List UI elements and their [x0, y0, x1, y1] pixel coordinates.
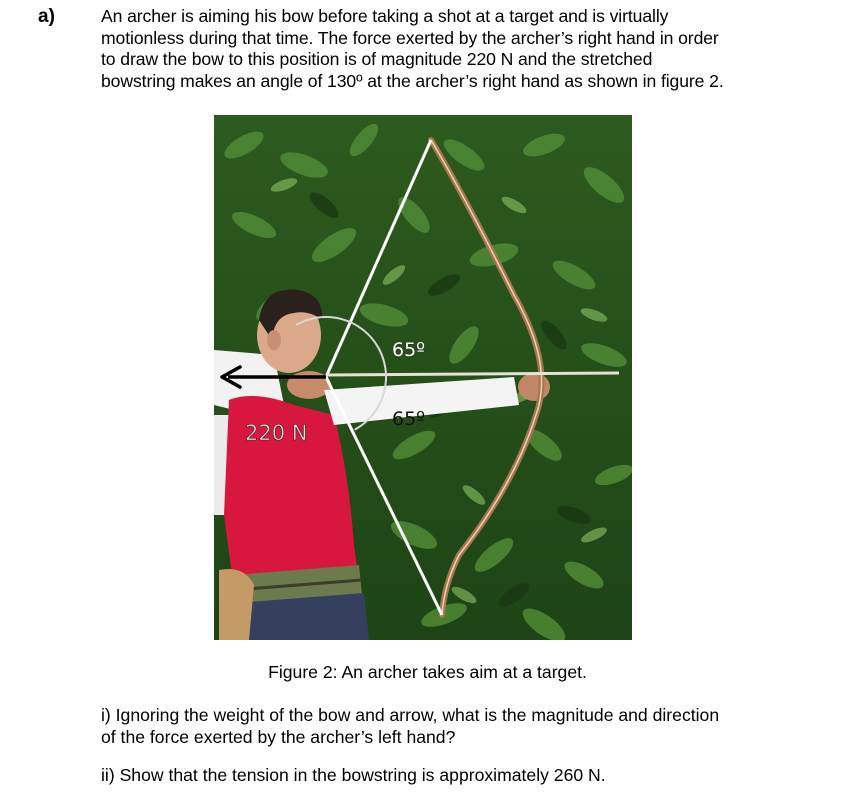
arrow-shaft: [326, 373, 619, 375]
sub-question-line: of the force exerted by the archer’s left hand?: [101, 726, 456, 747]
intro-line: bowstring makes an angle of 130º at the archer’s right hand as shown in figure 2.: [101, 70, 724, 91]
figure-caption: [0, 661, 855, 683]
archer-figure: [214, 115, 632, 640]
caption-text: Figure 2: An archer takes aim at a target.: [268, 662, 587, 682]
intro-line: motionless during that time. The force exerted by the archer’s right hand in order: [101, 27, 719, 48]
sub-question-line: ii) Show that the tension in the bowstring is approximately 260 N.: [101, 765, 606, 785]
intro-line: An archer is aiming his bow before taking a shot at a target and is virtually: [101, 6, 669, 26]
question-intro: [101, 6, 821, 92]
angle-lower-label: 65º: [392, 408, 426, 430]
angle-upper-label: 65º: [392, 339, 426, 361]
force-label: 220 N: [245, 421, 308, 445]
question-label: a): [38, 6, 55, 27]
intro-line: to draw the bow to this position is of magnitude 220 N and the stretched: [101, 49, 653, 69]
sub-question-i: [101, 705, 821, 748]
sub-question-ii: [101, 765, 821, 787]
sub-question-line: i) Ignoring the weight of the bow and arrow, what is the magnitude and direction: [101, 705, 720, 725]
